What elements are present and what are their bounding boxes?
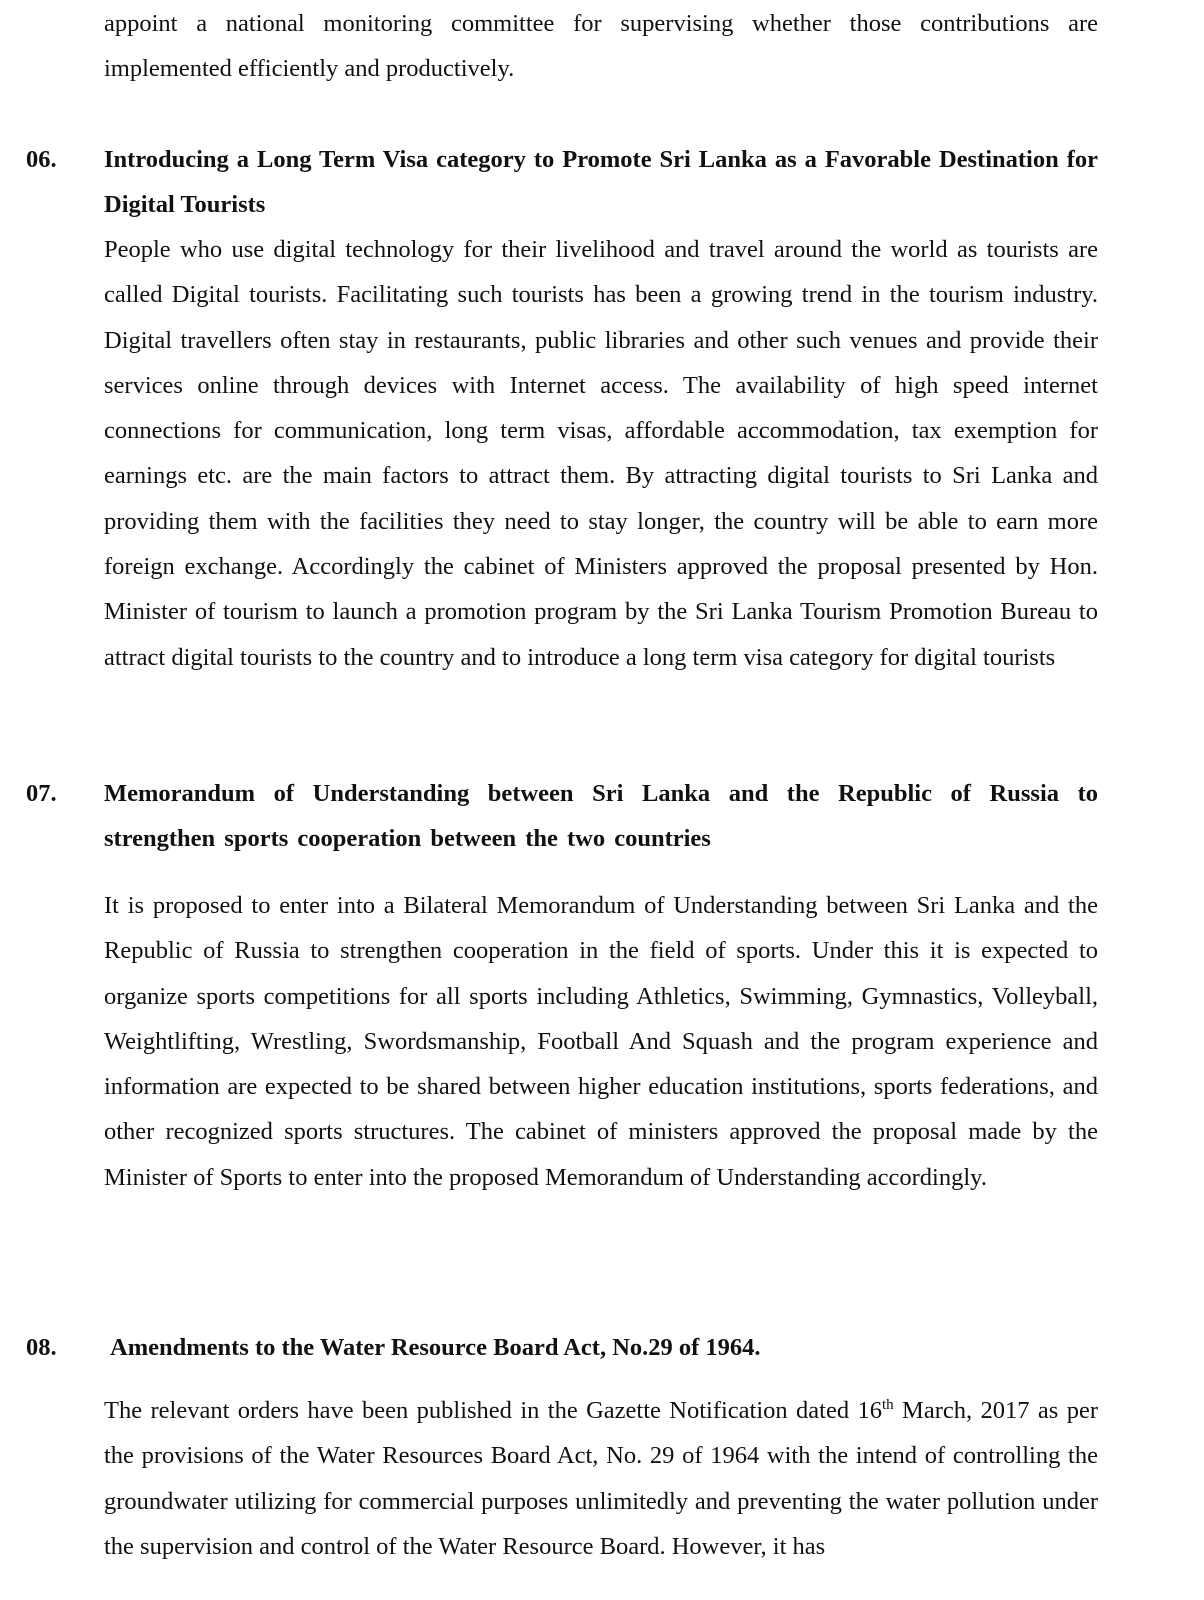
section-number: 08. xyxy=(26,1334,57,1361)
section-title: Introducing a Long Term Visa category to Promote Sri Lanka as a Favorable Destination for Digital Tourists xyxy=(104,146,1098,219)
section-body xyxy=(104,1388,1098,1569)
ordinal-suffix: th xyxy=(882,1396,894,1413)
body-text-end: March, 2017 as per the provisions of the Water Resources Board Act, No. 29 of 1964 with the intend of controlling the groundwater utilizing for commercial purposes unlimitedly and preventing the water pollution under the supervision and control of the Water Resource Board. However, it has xyxy=(104,1397,1098,1560)
section-body: People who use digital technology for their livelihood and travel around the world as tourists are called Digital tourists. Facilitating such tourists has been a growing trend in the tourism industry. Digital travellers often stay in restaurants, public libraries and other such venues and provide their services online through devices with Internet access. The availability of high speed internet connections for communication, long term visas, affordable accommodation, tax exemption for earnings etc. are the main factors to attract them. By attracting digital tourists to Sri Lanka and providing them with the facilities they need to stay longer, the country will be able to earn more foreign exchange. Accordingly the cabinet of Ministers approved the proposal presented by Hon. Minister of tourism to launch a promotion program by the Sri Lanka Tourism Promotion Bureau to attract digital tourists to the country and to introduce a long term visa category for digital tourists xyxy=(104,236,1098,671)
section-number: 07. xyxy=(26,780,57,807)
section-title: Memorandum of Understanding between Sri Lanka and the Republic of Russia to strengthen sports cooperation between the two countries xyxy=(104,780,1098,853)
section-body: It is proposed to enter into a Bilateral Memorandum of Understanding between Sri Lanka and the Republic of Russia to strengthen cooperation in the field of sports. Under this it is expected to organize sports competitions for all sports including Athletics, Swimming, Gymnastics, Volleyball, Weightlifting, Wrestling, Swordsmanship, Football And Squash and the program experience and information are expected to be shared between higher education institutions, sports federations, and other recognized sports structures. The cabinet of ministers approved the proposal made by the Minister of Sports to enter into the proposed Memorandum of Understanding accordingly. xyxy=(104,892,1098,1191)
section-title: Amendments to the Water Resource Board Act, No.29 of 1964. xyxy=(110,1334,761,1361)
body-text-start: The relevant orders have been published in the Gazette Notification dated 16 xyxy=(104,1397,882,1424)
intro-paragraph: appoint a national monitoring committee for supervising whether those contributions are implemented efficiently and productively. xyxy=(104,10,1098,83)
section-number: 06. xyxy=(26,146,57,173)
